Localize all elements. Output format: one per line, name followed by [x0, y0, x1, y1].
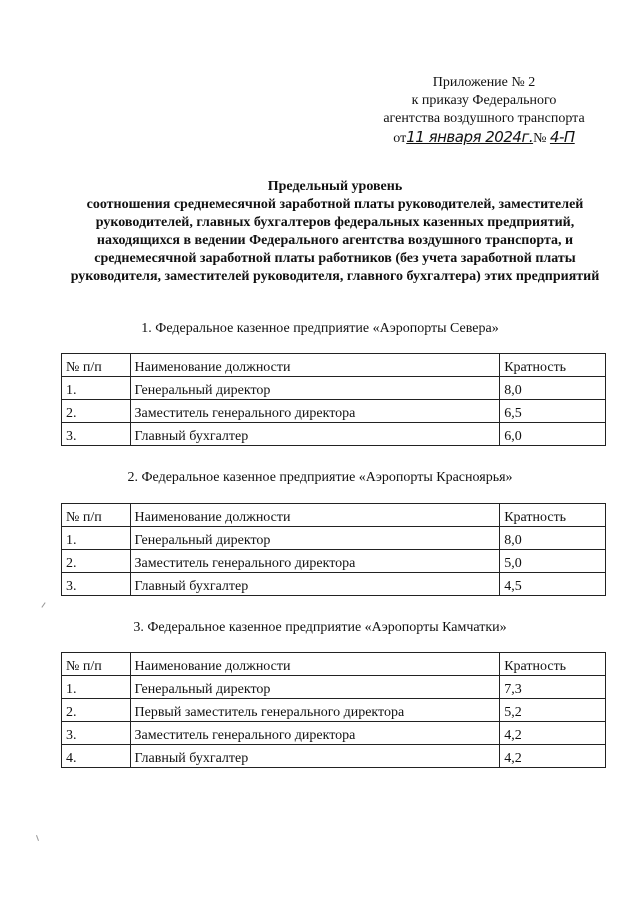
row-position: Заместитель генерального директора	[130, 400, 500, 423]
row-ratio: 6,5	[500, 400, 606, 423]
number-prefix: №	[533, 131, 547, 146]
row-position: Генеральный директор	[130, 377, 500, 400]
col-header-position: Наименование должности	[130, 653, 500, 676]
row-ratio: 5,2	[500, 699, 606, 722]
row-position: Заместитель генерального директора	[130, 550, 500, 573]
row-position: Генеральный директор	[130, 527, 500, 550]
row-ratio: 4,2	[500, 745, 606, 768]
row-position: Главный бухгалтер	[130, 573, 500, 596]
section-2-heading: 2. Федеральное казенное предприятие «Аэропорты Красноярья»	[127, 470, 513, 485]
section-1-heading: 1. Федеральное казенное предприятие «Аэропорты Севера»	[141, 321, 499, 336]
table-header-row	[62, 653, 606, 676]
table-row	[62, 722, 606, 745]
row-position: Заместитель генерального директора	[130, 722, 500, 745]
row-position: Генеральный директор	[130, 676, 500, 699]
table-header-row	[62, 354, 606, 377]
row-ratio: 6,0	[500, 423, 606, 446]
row-number: 3.	[62, 722, 131, 745]
row-ratio: 4,2	[500, 722, 606, 745]
row-number: 1.	[62, 527, 131, 550]
attachment-header	[368, 74, 600, 152]
col-header-number: № п/п	[62, 653, 131, 676]
table-row	[62, 676, 606, 699]
row-position: Главный бухгалтер	[130, 745, 500, 768]
title-body: соотношения среднемесячной заработной платы руководителей, заместителей руководителей, главных бухгалтеров федеральных казенных предприятий, находящихся в ведении Федерального агентства воздушного транспорта, и среднемесячной заработной платы работников (без учета заработной платы руководителя, заместителей руководителя, главного бухгалтера) этих предприятий	[70, 197, 600, 284]
handwritten-date: 11 января 2024г.	[406, 128, 534, 146]
row-number: 2.	[62, 550, 131, 573]
table-row	[62, 573, 606, 596]
col-header-ratio: Кратность	[500, 504, 606, 527]
row-position: Первый заместитель генерального директора	[130, 699, 500, 722]
row-number: 4.	[62, 745, 131, 768]
row-number: 3.	[62, 573, 131, 596]
table-row	[62, 400, 606, 423]
row-ratio: 4,5	[500, 573, 606, 596]
table-row	[62, 699, 606, 722]
col-header-position: Наименование должности	[130, 504, 500, 527]
section-1-table	[61, 353, 606, 446]
section-3-table	[61, 652, 606, 768]
row-number: 1.	[62, 676, 131, 699]
title-heading: Предельный уровень	[267, 179, 403, 194]
section-2-table	[61, 503, 606, 596]
table-header-row	[62, 504, 606, 527]
attachment-date-line	[368, 128, 600, 152]
row-ratio: 8,0	[500, 527, 606, 550]
table-row	[62, 527, 606, 550]
row-ratio: 7,3	[500, 676, 606, 699]
table-row	[62, 377, 606, 400]
row-position: Главный бухгалтер	[130, 423, 500, 446]
col-header-number: № п/п	[62, 354, 131, 377]
attachment-agency: агентства воздушного транспорта	[383, 111, 585, 126]
document-title	[60, 178, 610, 286]
col-header-ratio: Кратность	[500, 653, 606, 676]
attachment-number: Приложение № 2	[432, 75, 536, 90]
date-prefix: от	[393, 131, 407, 146]
table-row	[62, 423, 606, 446]
scan-mark	[36, 835, 39, 841]
row-number: 2.	[62, 699, 131, 722]
attachment-order-ref: к приказу Федерального	[411, 93, 557, 108]
col-header-ratio: Кратность	[500, 354, 606, 377]
row-number: 3.	[62, 423, 131, 446]
table-row	[62, 745, 606, 768]
section-3-heading: 3. Федеральное казенное предприятие «Аэропорты Камчатки»	[133, 620, 507, 635]
row-ratio: 8,0	[500, 377, 606, 400]
col-header-number: № п/п	[62, 504, 131, 527]
row-number: 2.	[62, 400, 131, 423]
col-header-position: Наименование должности	[130, 354, 500, 377]
row-ratio: 5,0	[500, 550, 606, 573]
handwritten-number: 4-П	[549, 128, 575, 146]
scan-mark	[41, 602, 45, 607]
table-row	[62, 550, 606, 573]
row-number: 1.	[62, 377, 131, 400]
